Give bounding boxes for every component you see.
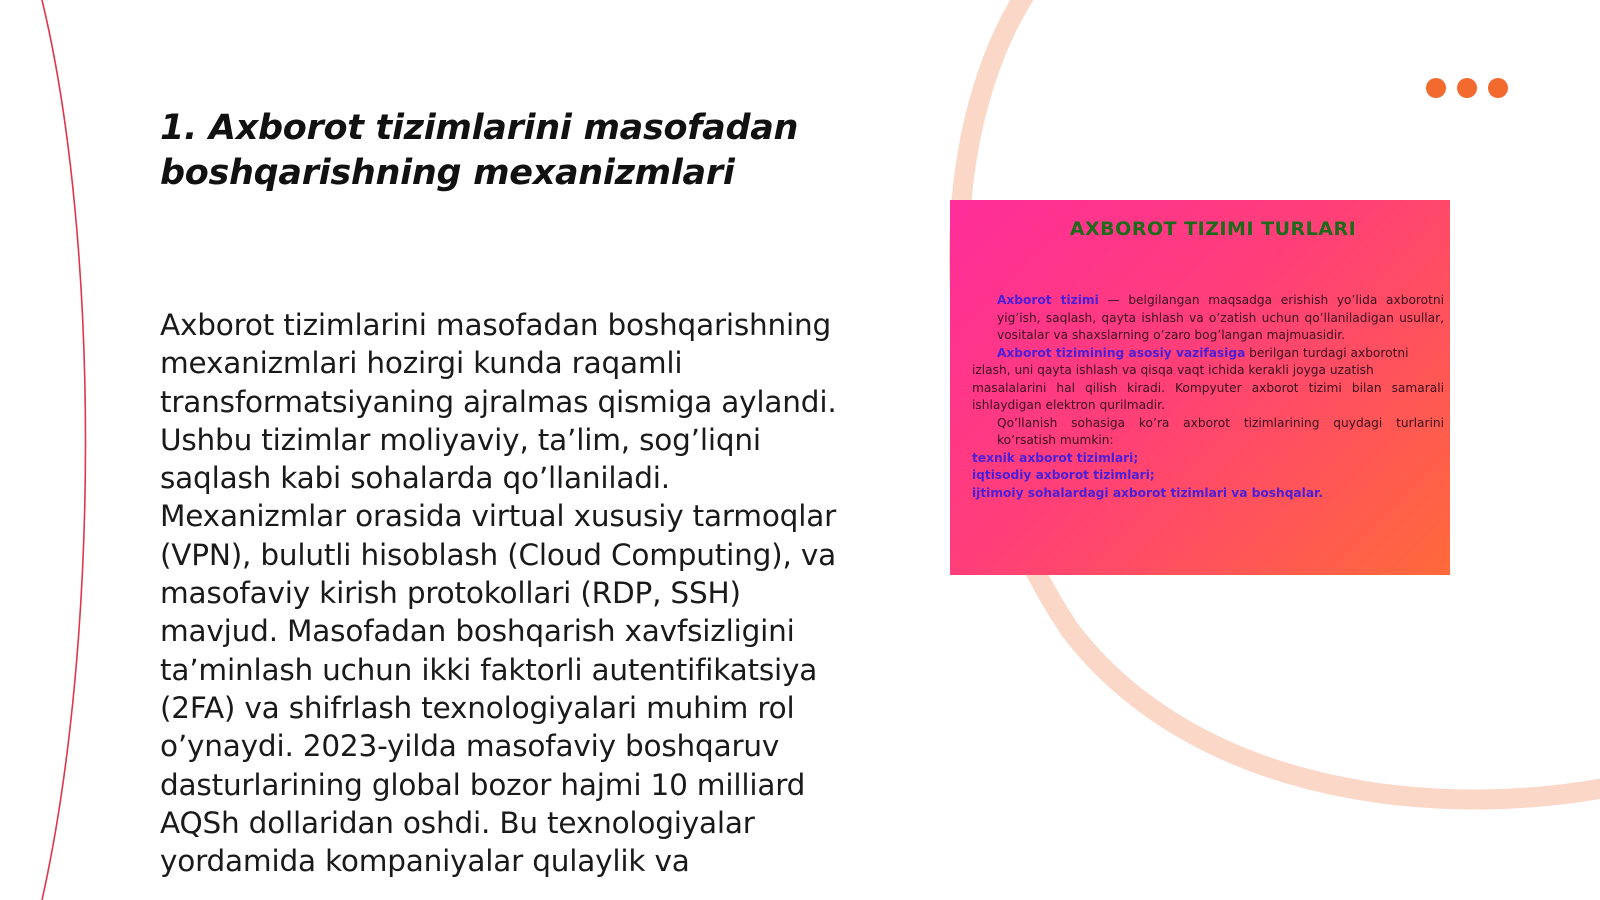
paragraph-2-text: berilgan turdagi axborotni: [1245, 345, 1409, 360]
slide-title: 1. Axborot tizimlarini masofadan boshqarishning mexanizmlari: [160, 108, 799, 193]
paragraph-1: [972, 292, 1444, 345]
list-item: iqtisodiy axborot tizimlari;: [972, 468, 1155, 482]
dot: [1488, 78, 1508, 98]
term-axborot-tizimi: Axborot tizimi: [997, 293, 1099, 307]
term-asosiy-vazifa: Axborot tizimining asosiy vazifasiga: [997, 345, 1246, 360]
list-item: ijtimoiy sohalardagi axborot tizimlari va boshqalar.: [972, 485, 1323, 500]
embedded-slide-text: [972, 292, 1444, 502]
embedded-slide-image: [950, 200, 1450, 575]
paragraph-1-text: — belgilangan maqsadga erishish yo’lida axborotni yig’ish, saqlash, qayta ishlash va o’zatish uchun qo’llaniladigan usullar, vositalar va shaxslarning o’zaro bog’langan majmuasidir.: [997, 293, 1444, 342]
dot: [1457, 78, 1477, 98]
dot: [1426, 78, 1446, 98]
left-curve-line: [42, 0, 86, 900]
list-item: texnik axborot tizimlari;: [972, 450, 1139, 465]
paragraph-3: izlash, uni qayta ishlash va qisqa vaqt ichida kerakli joyga uzatish: [972, 363, 1374, 377]
embedded-slide-heading: AXBOROT TIZIMI TURLARI: [1069, 218, 1357, 240]
menu-dots-icon: [1426, 78, 1508, 98]
slide-body-text: Axborot tizimlarini masofadan boshqarishning mexanizmlari hozirgi kunda raqamli transformatsiyaning ajralmas qismiga aylandi. Ushbu tizimlar moliyaviy, ta’lim, sog’liqni saqlash kabi sohalarda qo’llaniladi. Mexanizmlar orasida virtual xususiy tarmoqlar (VPN), bulutli hisoblash (Cloud Computing), va masofaviy kirish protokollari (RDP, SSH) mavjud. Masofadan boshqarish xavfsizligini ta’minlash uchun ikki faktorli autentifikatsiya (2FA) va shifrlash texnologiyalari muhim rol o’ynaydi. 2023-yilda masofaviy boshqaruv dasturlarining global bozor hajmi 10 milliard AQSh dollaridan oshdi. Bu texnologiyalar yordamida kompaniyalar qulaylik va: [160, 308, 837, 879]
paragraph-4: masalalarini hal qilish kiradi. Kompyuter axborot tizimi bilan samarali ishlaydigan elektron qurilmadir.: [972, 380, 1444, 412]
paragraph-5: Qo’llanish sohasiga ko’ra axborot tizimlarining quydagi turlarini ko’rsatish mumkin:: [997, 415, 1444, 447]
paragraph-2: [972, 345, 1444, 363]
